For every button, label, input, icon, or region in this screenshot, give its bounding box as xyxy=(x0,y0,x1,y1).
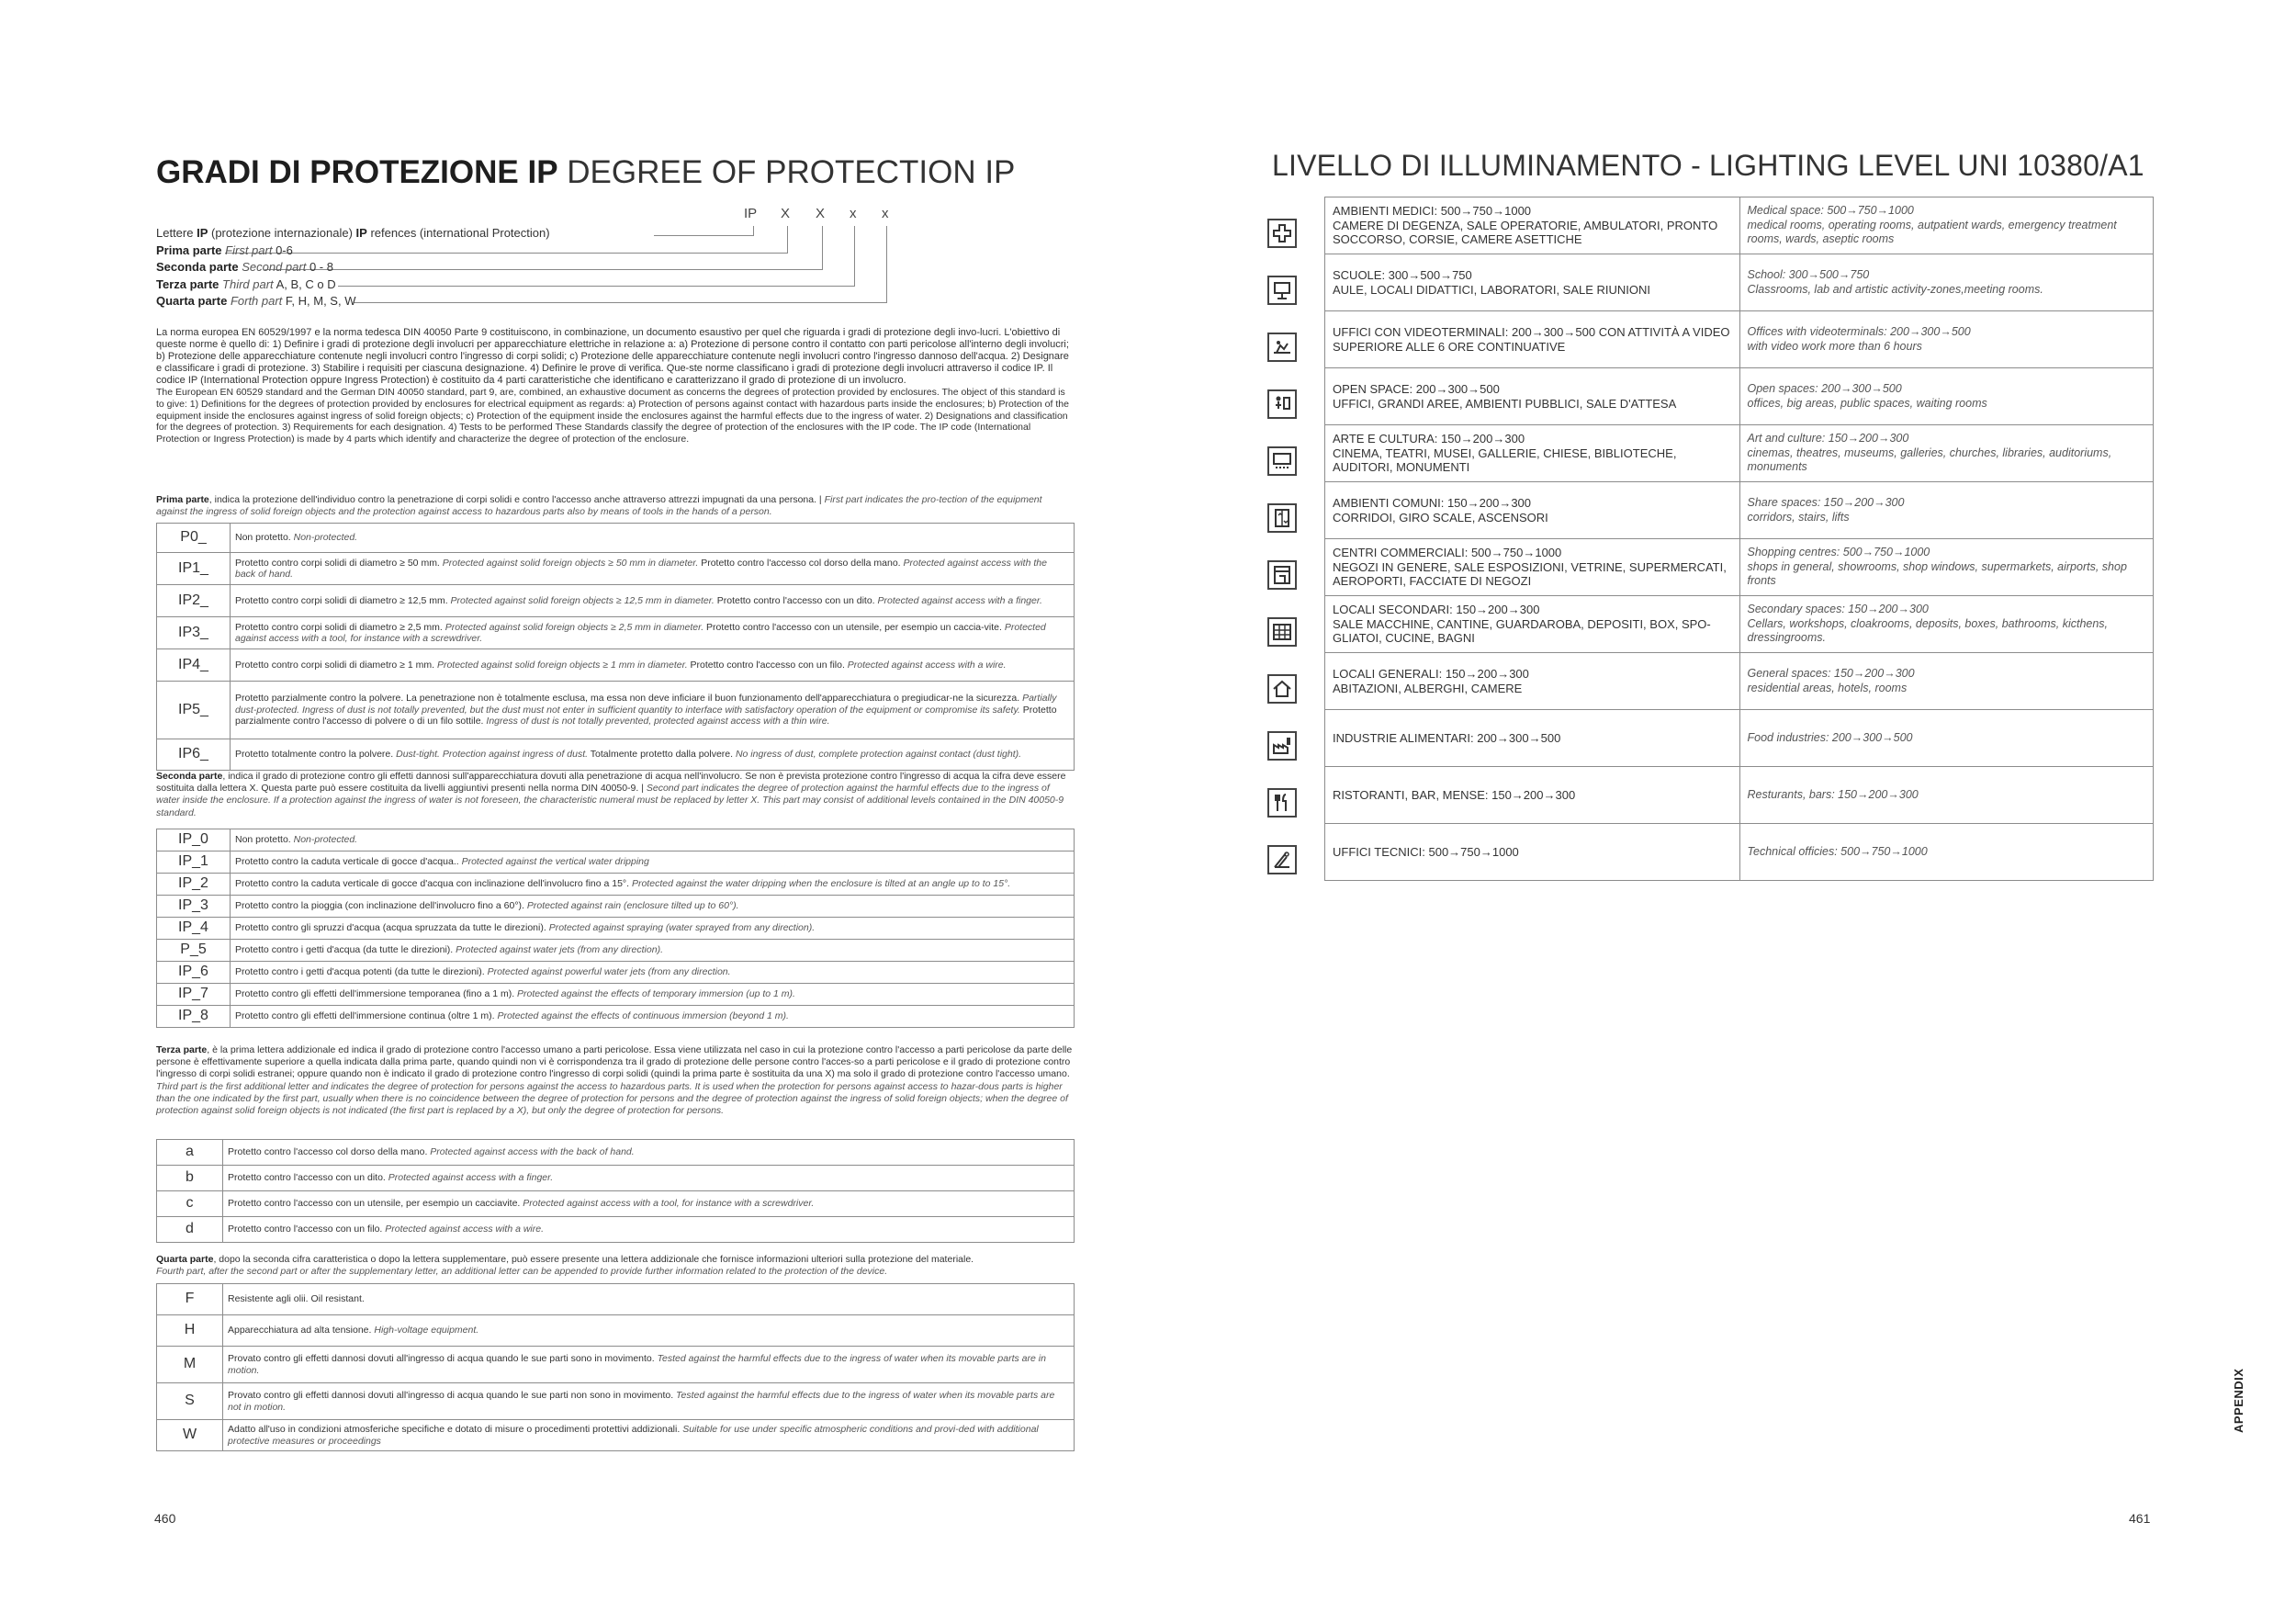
table-row: W Adatto all'uso in condizioni atmosferiche specifiche e dotato di misure o procedimenti protettivi addizionali. Suitable for use under specific atmospheric conditions and provi-ded with additional protective measures or proceedings xyxy=(157,1420,1075,1451)
table-row: P0_ Non protetto. Non-protected. xyxy=(157,524,1075,553)
page-number-left: 460 xyxy=(154,1511,176,1526)
table-row: RISTORANTI, BAR, MENSE: 150→200→300 Resturants, bars: 150→200→300 xyxy=(1325,767,2154,824)
table-row: IP1_ Protetto contro corpi solidi di diametro ≥ 50 mm. Protected against solid foreign objects ≥ 50 mm in diameter. Protetto contro l'accesso col dorso della mano. Protected against access with the back of hand. xyxy=(157,553,1075,585)
table-row: d Protetto contro l'accesso con un filo. Protected against access with a wire. xyxy=(157,1217,1075,1243)
title-thin: DEGREE OF PROTECTION IP xyxy=(567,154,1016,190)
code-letter-2: X xyxy=(816,206,826,221)
code-letter-3: x xyxy=(850,206,857,221)
table-row: IP_3 Protetto contro la pioggia (con inclinazione dell'involucro fino a 60°). Protected against rain (enclosure tilted up to 60°). xyxy=(157,896,1075,918)
table-row: H Apparecchiatura ad alta tensione. High-voltage equipment. xyxy=(157,1315,1075,1347)
terza-parte-paragraph: Terza parte, è la prima lettera addizionale ed indica il grado di protezione contro l'accesso umano a parti pericolose. Essa viene utilizzata nel caso in cui la protezione contro l'accesso a parti pericolose da parte delle persone è effettivamente superiore a quella indicata dalla prima parte, quando quindi non vi è corrispondenza tra il grado di protezione delle persone contro l'acces-so a parti pericolose e il grado di protezione contro l'ingresso di corpi solidi estranei; oppure quando non è indicato il grado di protezione contro l'ingresso di corpi solidi (quindi la prima parte è sostituita da una X) ma solo il grado di protezione contro l'accesso umano. Third part is the first additional letter and indicates the degree of protection for persons against the access to hazardous parts. It is used when the protection for persons against access to hazar-dous parts is higher than the one indicated by the first part, usually when there is no coincidence between the degree of protection for persons and the degree of protection against the ingress of solid foreign objects; when the degree of protection against solid foreign objects is not indicated (the first part is replaced by a X), but only the degree of protection for persons. xyxy=(156,1044,1073,1117)
table-first-part xyxy=(156,523,1075,771)
technical-office-icon xyxy=(1267,845,1297,874)
seconda-parte-paragraph: Seconda parte, indica il grado di protezione contro gli effetti dannosi sull'apparecchiatura dovuti alla penetrazione di acqua nell'involucro. Se non è prevista protezione contro l'ingresso di acqua la cifra deve essere sostituita dalla lettera X. Questa parte può essere costituita da livelli aggiuntivi presenti nella norma DIN 40050-9. | Second part indicates the degree of protection against the harmful effects due to the ingress of water inside the enclosure. If a protection against the ingress of water is not foreseen, the characteristic numeral must be replaced by letter X. This part may consist of additional levels contained in the DIN 40050-9 standard. xyxy=(156,771,1066,818)
legend-row: Lettere IP (protezione internazionale) IP refences (international Protection) xyxy=(156,226,550,240)
connector-line xyxy=(886,226,887,303)
table-row: S Provato contro gli effetti dannosi dovuti all'ingresso di acqua quando le sue parti non sono in movimento. Tested against the harmful effects due to the ingress of water when its movable parts are not in motion. xyxy=(157,1383,1075,1420)
connector-line xyxy=(854,226,855,287)
page-title-ip xyxy=(156,154,1015,191)
table-row: LOCALI GENERALI: 150→200→300 ABITAZIONI, ALBERGHI, CAMERE General spaces: 150→200→300 residential areas, hotels, rooms xyxy=(1325,653,2154,710)
page-number-right: 461 xyxy=(2129,1511,2151,1526)
table-row: UFFICI TECNICI: 500→750→1000 Technical officies: 500→750→1000 xyxy=(1325,824,2154,881)
table-row: IP_1 Protetto contro la caduta verticale di gocce d'acqua.. Protected against the vertical water dripping xyxy=(157,851,1075,874)
connector-line xyxy=(822,226,823,270)
table-row: IP_7 Protetto contro gli effetti dell'immersione temporanea (fino a 1 m). Protected against the effects of temporary immersion (up to 1 m). xyxy=(157,984,1075,1006)
page-title-lighting: LIVELLO DI ILLUMINAMENTO - LIGHTING LEVEL UNI 10380/A1 xyxy=(1272,149,2144,182)
table-third-part xyxy=(156,1139,1075,1243)
connector-line xyxy=(654,235,753,236)
table-row: IP3_ Protetto contro corpi solidi di diametro ≥ 2,5 mm. Protected against solid foreign objects ≥ 2,5 mm in diameter. Protetto contro l'accesso con un utensile, per esempio un caccia-vite. Protected against access with a tool, for instance with a screwdriver. xyxy=(157,617,1075,649)
table-row: IP_8 Protetto contro gli effetti dell'immersione continua (oltre 1 m). Protected against the effects of continuous immersion (beyond 1 m). xyxy=(157,1006,1075,1028)
video-terminal-icon xyxy=(1267,333,1297,362)
legend-row: Quarta parte Forth part F, H, M, S, W xyxy=(156,294,356,308)
table-row: IP5_ Protetto parzialmente contro la polvere. La penetrazione non è totalmente esclusa, ma essa non deve inficiare il buon funzionamento dell'apparecchiatura o pregiudicar-ne la sicurezza. Partially dust-protected. Ingress of dust is not totally prevented, but the dust must not enter in sufficient quantity to interface with satisfactory operation of the equipment or compromise its safety. Protetto parzialmente contro l'accesso di polvere o di un filo sottile. Ingress of dust is not totally prevented, protected against access with a thin wire. xyxy=(157,682,1075,739)
table-row: IP_0 Non protetto. Non-protected. xyxy=(157,829,1075,851)
table-row: F Resistente agli olii. Oil resistant. xyxy=(157,1284,1075,1315)
section-label-appendix: APPENDIX xyxy=(2232,1368,2245,1433)
table-row: M Provato contro gli effetti dannosi dovuti all'ingresso di acqua quando le sue parti sono in movimento. Tested against the harmful effects due to the ingress of water when its movable parts are in motion. xyxy=(157,1347,1075,1383)
quarta-parte-paragraph: Quarta parte, dopo la seconda cifra caratteristica o dopo la lettera supplementare, può essere presente una lettera addizionale che fornisce informazioni ulteriori sulla protezione del materiale. Fourth part, after the second part or after the supplementary letter, an additional letter can be appended to provide further information related to the protection of the device. xyxy=(156,1254,974,1278)
legend-row: Terza parte Third part A, B, C o D xyxy=(156,276,336,291)
table-row: INDUSTRIE ALIMENTARI: 200→300→500 Food industries: 200→300→500 xyxy=(1325,710,2154,767)
table-row: LOCALI SECONDARI: 150→200→300 SALE MACCHINE, CANTINE, GUARDAROBA, DEPOSITI, BOX, SPO- GLIATOI, CUCINE, BAGNI Secondary spaces: 150→200→300 Cellars, workshops, cloakrooms, deposits, boxes, bathrooms, kicthens, dressingrooms. xyxy=(1325,596,2154,653)
intro-english: The European EN 60529 standard and the German DIN 40050 standard, part 9, are, combined, an exhaustive document as concerns the degrees of protection provided by enclosures. The object of this standard is to give: 1) Definitions for the degrees of protection provided by enclosures for electrical equipment as regards: a) Protection of persons against contact with hazardous parts inside the enclosures; b) Protection of the equipment inside the enclosures against ingress of solid foreign objects; c) Protection of the equipment inside the enclosures against the harmful effects due to the ingress of water. 2) Designations and classification for the degrees of protection. 3) Requirements for each designation. 4) Tests to be performed These Standards classify the degree of protection of the enclosures with the IP code. The IP code (International Protection or Ingress Protection) is made by 4 parts which identify and characterize the degree of protection of the enclosure. xyxy=(156,387,1069,445)
table-row: IP_4 Protetto contro gli spruzzi d'acqua (acqua spruzzata da tutte le direzioni). Protected against spraying (water sprayed from any direction). xyxy=(157,918,1075,940)
table-row: b Protetto contro l'accesso con un dito. Protected against access with a finger. xyxy=(157,1166,1075,1191)
table-row: CENTRI COMMERCIALI: 500→750→1000 NEGOZI IN GENERE, SALE ESPOSIZIONI, VETRINE, SUPERMERCATI, AEROPORTI, FACCIATE DI NEGOZI Shopping centres: 500→750→1000 shops in general, showrooms, shop windows, supermarkets, airports, shop fronts xyxy=(1325,539,2154,596)
table-fourth-part xyxy=(156,1283,1075,1451)
medical-cross-icon xyxy=(1267,219,1297,248)
storage-icon xyxy=(1267,617,1297,647)
lighting-level-table xyxy=(1324,197,2154,881)
legend-row: Prima parte First part 0-6 xyxy=(156,242,293,257)
title-bold: GRADI DI PROTEZIONE IP xyxy=(156,154,558,190)
connector-line xyxy=(787,226,788,254)
elevator-icon xyxy=(1267,503,1297,533)
right-page xyxy=(1148,0,2296,1624)
table-row: IP_6 Protetto contro i getti d'acqua potenti (da tutte le direzioni). Protected against powerful water jets (from any direction. xyxy=(157,962,1075,984)
connector-line xyxy=(753,226,754,236)
code-letter-1: X xyxy=(781,206,791,221)
table-row: SCUOLE: 300→500→750 AULE, LOCALI DIDATTICI, LABORATORI, SALE RIUNIONI School: 300→500→750 Classrooms, lab and artistic activity-zones,meeting rooms. xyxy=(1325,254,2154,311)
table-row: a Protetto contro l'accesso col dorso della mano. Protected against access with the back of hand. xyxy=(157,1140,1075,1166)
table-row: P_5 Protetto contro i getti d'acqua (da tutte le direzioni). Protected against water jets (from any direction). xyxy=(157,940,1075,962)
open-space-icon xyxy=(1267,389,1297,419)
code-letter-4: x xyxy=(882,206,889,221)
table-row: AMBIENTI COMUNI: 150→200→300 CORRIDOI, GIRO SCALE, ASCENSORI Share spaces: 150→200→300 corridors, stairs, lifts xyxy=(1325,482,2154,539)
school-board-icon xyxy=(1267,276,1297,305)
prima-parte-paragraph: Prima parte, indica la protezione dell'individuo contro la penetrazione di corpi solidi e contro l'accesso anche attraverso attrezzi impugnati da una persona. | First part indicates the pro-tection of the equipment against the ingress of solid foreign objects and the protection against access to hazardous parts also by means of tools in the hands of a person. xyxy=(156,494,1042,518)
theatre-icon xyxy=(1267,446,1297,476)
table-row: c Protetto contro l'accesso con un utensile, per esempio un cacciavite. Protected against access with a tool, for instance with a screwdriver. xyxy=(157,1191,1075,1217)
intro-paragraph xyxy=(156,327,1075,445)
table-second-part xyxy=(156,829,1075,1028)
intro-italian: La norma europea EN 60529/1997 e la norma tedesca DIN 40050 Parte 9 costituiscono, in combinazione, un documento esaustivo per quel che riguarda i gradi di protezione degli invo-lucri. L'obiettivo di queste norme è quello di: 1) Definire i gradi di protezione degli involucri per apparecchiature elettriche in relazione a: a) Protezione di persone contro il contatto con parti pericolose all'interno degli involucri; b) Protezione delle apparecchiature contenute negli involucri contro l'ingresso di corpi solidi; c) Protezione delle apparecchiature contenute negli involucri contro l'ingresso dannoso dell'acqua. 2) Designare e classificare i gradi di protezione. 3) Stabilire i requisiti per ciascuna designazione. 4) Definire le prove di verifica. Que-ste norme classificano i gradi di protezione degli involucri attraverso il codice IP. Il codice IP (International Protection oppure Ingress Protection) è costituito da 4 parti caratteristiche che identificano e caratterizzano il grado di protezione di un involucro. xyxy=(156,327,1069,386)
table-row: IP_2 Protetto contro la caduta verticale di gocce d'acqua con inclinazione dell'involucro fino a 15°. Protected against the water dripping when the enclosure is tilted at an angle up to to 15°. xyxy=(157,874,1075,896)
ip-legend xyxy=(156,225,550,310)
food-industry-icon xyxy=(1267,731,1297,761)
cutlery-icon xyxy=(1267,788,1297,818)
table-row: OPEN SPACE: 200→300→500 UFFICI, GRANDI AREE, AMBIENTI PUBBLICI, SALE D'ATTESA Open spaces: 200→300→500 offices, big areas, public spaces, waiting rooms xyxy=(1325,368,2154,425)
table-row: IP2_ Protetto contro corpi solidi di diametro ≥ 12,5 mm. Protected against solid foreign objects ≥ 12,5 mm in diameter. Protetto contro l'accesso con un dito. Protected against access with a finger. xyxy=(157,585,1075,617)
legend-row: Seconda parte Second part 0 - 8 xyxy=(156,260,333,274)
code-letter-ip: IP xyxy=(744,206,758,221)
table-row: AMBIENTI MEDICI: 500→750→1000 CAMERE DI DEGENZA, SALE OPERATORIE, AMBULATORI, PRONTO SOCCORSO, CORSIE, CAMERE ASETTICHE Medical space: 500→750→1000 medical rooms, operating rooms, autpatient wards, emergency treatment rooms, wards, aseptic rooms xyxy=(1325,197,2154,254)
table-row: IP4_ Protetto contro corpi solidi di diametro ≥ 1 mm. Protected against solid foreign objects ≥ 1 mm in diameter. Protetto contro l'accesso con un filo. Protected against access with a wire. xyxy=(157,649,1075,682)
table-row: ARTE E CULTURA: 150→200→300 CINEMA, TEATRI, MUSEI, GALLERIE, CHIESE, BIBLIOTECHE, AUDITORI, MONUMENTI Art and culture: 150→200→300 cinemas, theatres, museums, galleries, churches, libraries, auditoriums, monuments xyxy=(1325,425,2154,482)
shop-icon xyxy=(1267,560,1297,590)
table-row: UFFICI CON VIDEOTERMINALI: 200→300→500 CON ATTIVITÀ A VIDEO SUPERIORE ALLE 6 ORE CONTINUATIVE Offices with videoterminals: 200→300→500 with video work more than 6 hours xyxy=(1325,311,2154,368)
table-row: IP6_ Protetto totalmente contro la polvere. Dust-tight. Protection against ingress of dust. Totalmente protetto dalla polvere. No ingress of dust, complete protection against contact (dust tight). xyxy=(157,739,1075,771)
house-icon xyxy=(1267,674,1297,704)
